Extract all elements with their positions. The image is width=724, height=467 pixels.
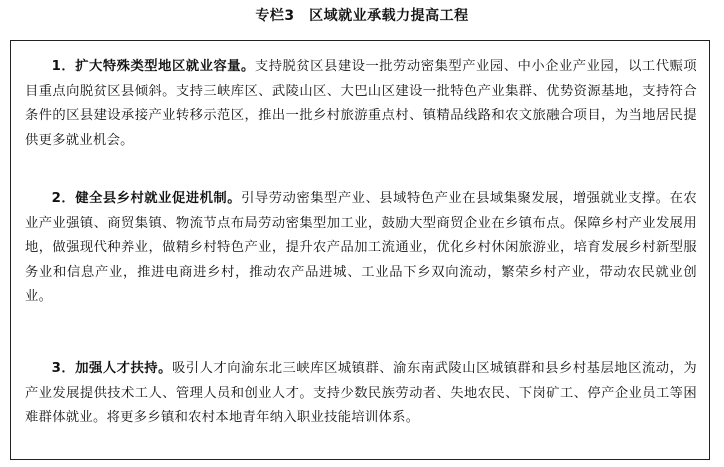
- section-2-body: 引导劳动密集型产业、县域特色产业在县域集聚发展，增强就业支撑。在农业产业强镇、商贸集镇、物流节点布局劳动密集型加工业，鼓励大型商贸企业在乡镇布点。保障乡村产业发展用地，做强现代种养业，做精乡村特色产业，提升农产品加工流通业，优化乡村休闲旅游业，培育发展乡村新型服务业和信息产业，推进电商进乡村，推动农产品进城、工业品下乡双向流动，繁荣乡村产业，带动农民就业创业。: [25, 191, 698, 304]
- section-3-body: 吸引人才向渝东北三峡库区城镇群、渝东南武陵山区城镇群和县乡村基层地区流动，为产业发展提供技术工人、管理人员和创业人才。支持少数民族劳动者、失地农民、下岗矿工、停产企业员工等困难群体就业。将更多乡镇和农村本地青年纳入职业技能培训体系。: [25, 361, 698, 425]
- section-2-paragraph: [25, 187, 697, 310]
- section-3-heading: 3．加强人才扶持。: [51, 361, 172, 376]
- section-1-paragraph: [25, 55, 697, 153]
- section-1-heading: 1．扩大特殊类型地区就业容量。: [51, 59, 255, 74]
- section-3-paragraph: [25, 357, 697, 431]
- section-1-body: 支持脱贫区县建设一批劳动密集型产业园、中小企业产业园，以工代赈项目重点向脱贫区县倾斜。支持三峡库区、武陵山区、大巴山区建设一批特色产业集群、优势资源基地，支持符合条件的区县建设承接产业转移示范区，推出一批乡村旅游重点村、镇精品线路和农文旅融合项目，为当地居民提供更多就业机会。: [25, 59, 697, 148]
- page-title: 专栏3 区域就业承载力提高工程: [255, 8, 469, 24]
- content-box: [10, 40, 710, 460]
- section-2-heading: 2．健全县乡村就业促进机制。: [51, 191, 242, 206]
